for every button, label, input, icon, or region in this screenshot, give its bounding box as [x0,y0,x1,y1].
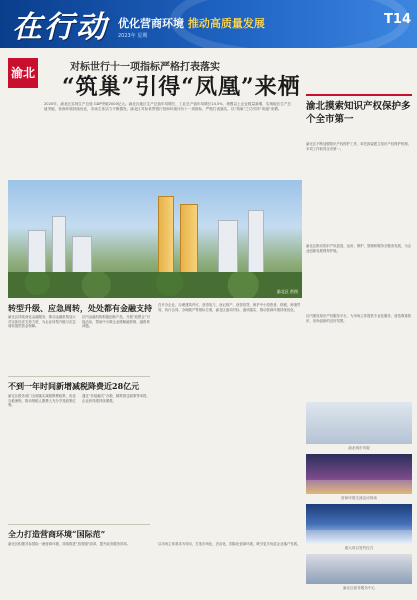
main-story-headline: “筑巢”引得“凤凰”来栖 [62,74,301,100]
middle-paragraph: 在开办企业、办理建筑许可、获得电力、登记财产、获得信贷、保护中小投资者、纳税、跨境贸易、执行合同、办理破产等指标方面，渝北区逐项对标、逐项落实，推动营商环境持续优化。 [158,303,301,312]
banner-slogan-main: 优化营商环境 [118,17,184,30]
sidebar-photo [306,454,412,494]
city-skyline-photo [8,180,302,298]
tree-line [8,272,302,298]
section-paragraph: 通过“非接触式”办税、精准推送政策等举措，企业获得感持续增强。 [82,394,150,403]
sidebar-header [306,94,412,138]
page-banner [0,0,417,48]
district-badge: 渝北 [8,58,38,88]
banner-slogan-sub: 推动高质量发展 [187,17,265,30]
middle-body [158,303,302,373]
building-shape [158,196,174,280]
section-paragraph: 渝北区税务部门全面落实减税降费政策，优化办税流程，推动纳税人缴费人充分享受政策红利。 [8,394,76,408]
main-story-column [8,54,302,594]
photo-caption: 重大项目签约仪式 [344,546,374,550]
sidebar-paragraph: 区内建设知识产权服务平台，为市场主体提供专业化服务，营造尊重知识、崇尚创新的良好氛围。 [306,314,412,323]
photo-caption: 渝北区政务服务中心 [342,586,376,590]
building-shape [52,216,66,280]
section-title: 转型升级、应急周转，处处都有金融支持 [8,303,152,313]
section-title: 不到一年时间新增减税降费近28亿元 [8,381,140,391]
building-shape [180,204,198,280]
stage-shape [306,480,412,494]
sidebar-photo [306,402,412,444]
page-number: T14 [384,12,411,27]
photo-caption: 营商环境交流活动现场 [341,496,377,500]
section-body [8,394,150,524]
banner-date: 2023年 星期 [118,33,148,39]
main-story-kicker: 对标世行十一项指标严格打表落实 [70,62,220,73]
section-body [8,542,302,592]
section-body [8,315,150,375]
main-story-lead: 2020年，渝北区实现生产总值 GDP突破2000亿元。渝北区地区生产总值年均增长，工业总产值年均增长14.5%，规模以上企业数量新增，实现地区生产总值突破，营商环境持续优化，市场主体活力不断激发。渝北区对标世界银行营商环境评价十一项指标，严格打表落实，以“筑巢”之功引得“凤凰”来栖。 [44,102,292,112]
section-title: 全力打造营商环境“国际范” [8,529,106,539]
stage-shape [306,530,412,544]
sidebar-paragraph: 渝北区推动知识产权创造、运用、保护、管理和服务全链条发展，为企业创新发展保驾护航。 [306,244,412,253]
photo-credit: 渝北区 供图 [276,289,298,294]
sidebar-title: 渝北摸索知识产权保护多个全市第一 [306,101,411,125]
sidebar-photo [306,504,412,544]
banner-brush-title: 在行动 [12,10,108,45]
divider [8,524,150,525]
section-paragraph: 区内金融机构积极创新产品，开展“政银企”对接活动，帮助中小微企业缓解融资难、融资贵问题。 [82,315,150,329]
photo-caption: 渝北城市风貌 [348,446,370,450]
sidebar-photo [306,554,412,584]
section-paragraph: 渝北区积极对标国际一流营商环境，持续推进“放管服”改革，提升政务服务效率。 [8,542,131,546]
section-paragraph: 以市场主体需求为导向，打造市场化、法治化、国际化营商环境，吸引更多优质企业落户发展。 [158,542,301,546]
divider [8,376,150,377]
building-shape [248,210,264,280]
section-paragraph: 渝北区持续深化金融服务，推动金融机构加大对实体经济支持力度，为企业转型升级与应急周转提供资金保障。 [8,315,76,329]
sidebar-column [306,54,412,594]
banner-slogan [118,15,265,31]
sidebar-paragraph: 渝北区不断加强知识产权保护工作，率先探索建立知识产权保护机制，多项工作取得全市第一。 [306,142,412,151]
building-shape [218,220,238,280]
